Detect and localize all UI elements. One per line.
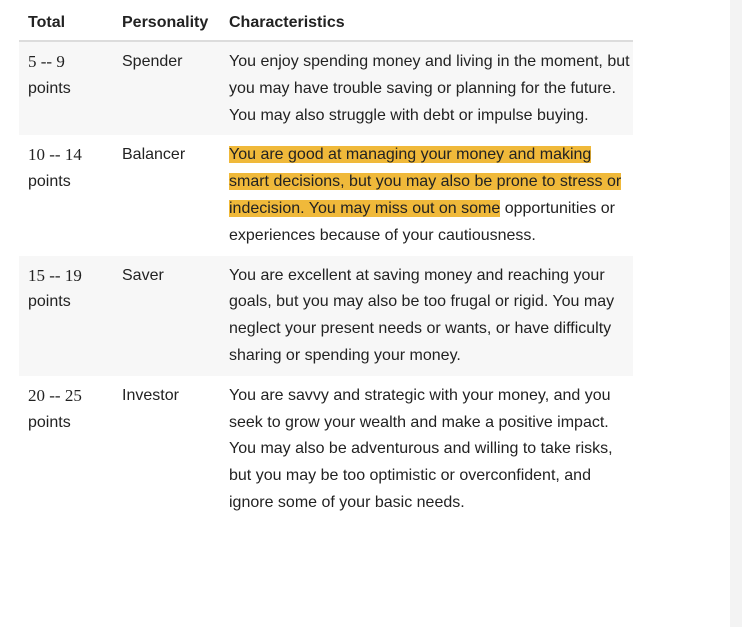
table-row-saver: [19, 256, 633, 376]
highlighted-text[interactable]: You are good at managing your money and making smart decisions, but you may also be prone to stress or indecision. You may miss out on some: [229, 146, 622, 217]
table-row-investor: [19, 376, 633, 523]
personality-cell: Saver: [122, 256, 229, 376]
total-cell: [19, 376, 122, 523]
personality-cell: Spender: [122, 41, 229, 135]
total-unit: points: [28, 293, 71, 311]
header-characteristics: Characteristics: [229, 8, 633, 41]
personality-score-table: [19, 8, 633, 523]
characteristics-text: opportunities or experiences because of your cautiousness.: [229, 199, 615, 244]
table-row-spender: [19, 41, 633, 135]
total-range: 5 -- 9: [28, 52, 65, 71]
table-row-balancer: [19, 135, 633, 255]
personality-cell: Balancer: [122, 146, 186, 164]
characteristics-cell: You are savvy and strategic with your money, and you seek to grow your wealth and make a positive impact. You may also be adventurous and willing to take risks, but you may be too optimistic or overconfident, and ignore some of your basic needs.: [229, 386, 613, 511]
characteristics-cell: You are excellent at saving money and reaching your goals, but you may also be too frugal or rigid. You may neglect your present needs or wants, or have difficulty sharing or spending your money.: [229, 256, 633, 376]
total-range: 20 -- 25: [28, 385, 82, 405]
page-edge-gutter: [730, 0, 742, 627]
total-range: 10 -- 14: [28, 145, 82, 165]
total-cell: [19, 256, 122, 376]
total-unit: points: [28, 413, 71, 431]
total-unit: points: [28, 79, 71, 97]
total-range: 15 -- 19: [28, 265, 82, 285]
characteristics-cell: [229, 135, 633, 255]
total-cell: [19, 135, 122, 255]
total-cell: [19, 41, 122, 135]
table-header-row: [19, 8, 633, 41]
total-unit: points: [28, 173, 71, 191]
header-personality: Personality: [122, 8, 229, 41]
header-total: Total: [19, 8, 122, 41]
personality-cell: Investor: [122, 386, 179, 404]
characteristics-cell: You enjoy spending money and living in the moment, but you may have trouble saving or planning for the future. You may also struggle with debt or impulse buying.: [229, 41, 633, 135]
